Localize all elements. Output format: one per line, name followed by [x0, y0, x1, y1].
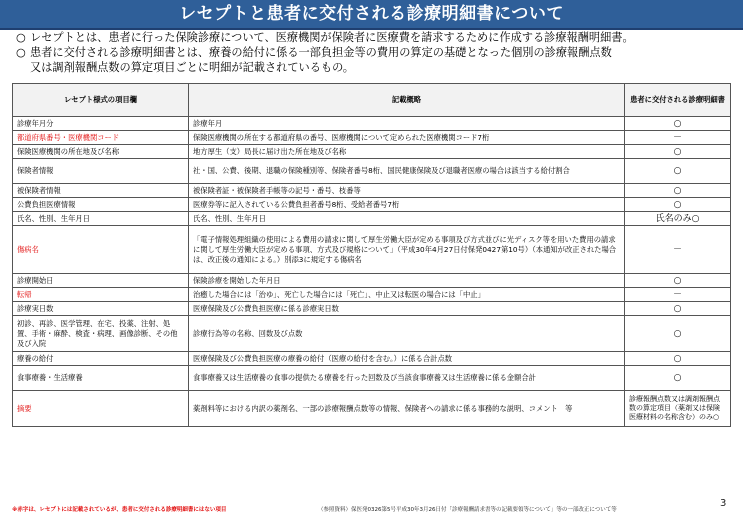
bullet-2 [16, 45, 738, 60]
table-row [13, 145, 731, 159]
row-statement-mark: ○ [625, 184, 731, 198]
bullet-1 [16, 30, 738, 45]
row-item: 保険医療機関の所在地及び名称 [13, 145, 189, 159]
table-row [13, 288, 731, 302]
table-row [13, 391, 731, 427]
bullet-text: レセプトとは、患者に行った保険診療について、医療機関が保険者に医療費を請求するために作成する診療報酬明細書。 [30, 31, 634, 44]
row-statement-mark: ○ [625, 366, 731, 391]
intro-bullets [16, 30, 738, 75]
row-statement-mark: ○ [625, 302, 731, 316]
page-number: 3 [720, 498, 727, 509]
table-row [13, 212, 731, 226]
row-description: 保険医療機関の所在する都道府県の番号、医療機関について定められた医療機関コード7桁 [189, 131, 625, 145]
row-statement-mark: ○ [625, 274, 731, 288]
page-title: レセプトと患者に交付される診療明細書について [179, 4, 564, 24]
row-statement-mark: 氏名のみ○ [625, 212, 731, 226]
table-row [13, 274, 731, 288]
header-item: レセプト様式の項目欄 [13, 84, 189, 117]
row-description: 保険診療を開始した年月日 [189, 274, 625, 288]
row-item: 診療年月分 [13, 117, 189, 131]
row-description: 社・国、公費、後期、退職の保険種別等、保険者番号8桁、国民健康保険及び退職者医療の場合は該当する給付割合 [189, 159, 625, 184]
row-description: 治癒した場合には「治ゆ」、死亡した場合には「死亡」、中止又は転医の場合には「中止」 [189, 288, 625, 302]
row-item: 転帰 [13, 288, 189, 302]
bullet-spacer [16, 60, 30, 75]
row-item: 氏名、性別、生年月日 [13, 212, 189, 226]
bullet-text: 患者に交付される診療明細書とは、療養の給付に係る一部負担金等の費用の算定の基礎となった個別の診療報酬点数 [30, 46, 612, 59]
row-item: 都道府県番号・医療機関コード [13, 131, 189, 145]
row-statement-mark: ○ [625, 117, 731, 131]
row-item: 食事療養・生活療養 [13, 366, 189, 391]
row-description: 医療券等に記入されている公費負担者番号8桁、受給者番号7桁 [189, 198, 625, 212]
row-statement-mark: 診療報酬点数又は調剤報酬点数の算定項目（薬剤又は保険医療材料の名称含む）のみ○ [625, 391, 731, 427]
bullet-3 [16, 60, 738, 75]
table-row [13, 198, 731, 212]
row-statement-mark: ○ [625, 159, 731, 184]
table-row [13, 184, 731, 198]
row-item: 診療開始日 [13, 274, 189, 288]
table-row [13, 352, 731, 366]
row-description: 地方厚生（支）局長に届け出た所在地及び名称 [189, 145, 625, 159]
row-statement-mark: ○ [625, 198, 731, 212]
row-description: 医療保険及び公費負担医療に係る診療実日数 [189, 302, 625, 316]
row-description: 診療行為等の名称、回数及び点数 [189, 316, 625, 352]
row-item: 被保険者情報 [13, 184, 189, 198]
footer-note: ※赤字は、レセプトには記載されているが、患者に交付される診療明細書にはない項目 [12, 507, 227, 513]
row-description: 薬剤料等における内訳の薬剤名、一部の診療報酬点数等の情報、保険者への請求に係る事務的な説明、コメント 等 [189, 391, 625, 427]
row-item: 摘要 [13, 391, 189, 427]
row-description: 食事療養又は生活療養の食事の提供たる療養を行った回数及び当該食事療養又は生活療養に係る金額合計 [189, 366, 625, 391]
row-item: 傷病名 [13, 226, 189, 274]
row-item: 初診、再診、医学管理、在宅、投薬、注射、処置、手術・麻酔、検査・病理、画像診断、その他及び入院 [13, 316, 189, 352]
row-description: 診療年月 [189, 117, 625, 131]
header-desc: 記載概略 [189, 84, 625, 117]
table-row [13, 226, 731, 274]
row-item: 療養の給付 [13, 352, 189, 366]
header-statement: 患者に交付される診療明細書 [625, 84, 731, 117]
table-row [13, 302, 731, 316]
bullet-text: 又は調剤報酬点数の算定項目ごとに明細が記載されているもの。 [30, 61, 354, 74]
table-header-row [13, 84, 731, 117]
row-statement-mark: ○ [625, 145, 731, 159]
table-row [13, 366, 731, 391]
table-row [13, 159, 731, 184]
row-statement-mark: ○ [625, 352, 731, 366]
row-statement-mark: － [625, 288, 731, 302]
circle-bullet-icon: ○ [16, 31, 26, 44]
row-description: 氏名、性別、生年月日 [189, 212, 625, 226]
table-row [13, 316, 731, 352]
row-statement-mark: ○ [625, 316, 731, 352]
table-row [13, 131, 731, 145]
row-statement-mark: － [625, 226, 731, 274]
table-row [13, 117, 731, 131]
table-body [13, 117, 731, 427]
row-item: 公費負担医療情報 [13, 198, 189, 212]
footer-reference: （参照資料）保医発0326第5号平成30年3月26日付「診療報酬請求書等の記載要領等について」等の一部改正について等 [318, 507, 617, 513]
row-item: 診療実日数 [13, 302, 189, 316]
row-description: 「電子情報処理組織の使用による費用の請求に関して厚生労働大臣が定める事項及び方式並びに光ディスク等を用いた費用の請求に関して厚生労働大臣が定める事項、方式及び規格について」（平成30年4月27日付保発0427第10号）（本通知が改正された場合は、改正後の通知による。）別添3に規定する傷病名 [189, 226, 625, 274]
row-description: 医療保険及び公費負担医療の療養の給付（医療の給付を含む。）に係る合計点数 [189, 352, 625, 366]
row-description: 被保険者証・被保険者手帳等の記号・番号、枝番等 [189, 184, 625, 198]
comparison-table [12, 83, 731, 427]
row-item: 保険者情報 [13, 159, 189, 184]
circle-bullet-icon: ○ [16, 46, 26, 59]
row-statement-mark: － [625, 131, 731, 145]
